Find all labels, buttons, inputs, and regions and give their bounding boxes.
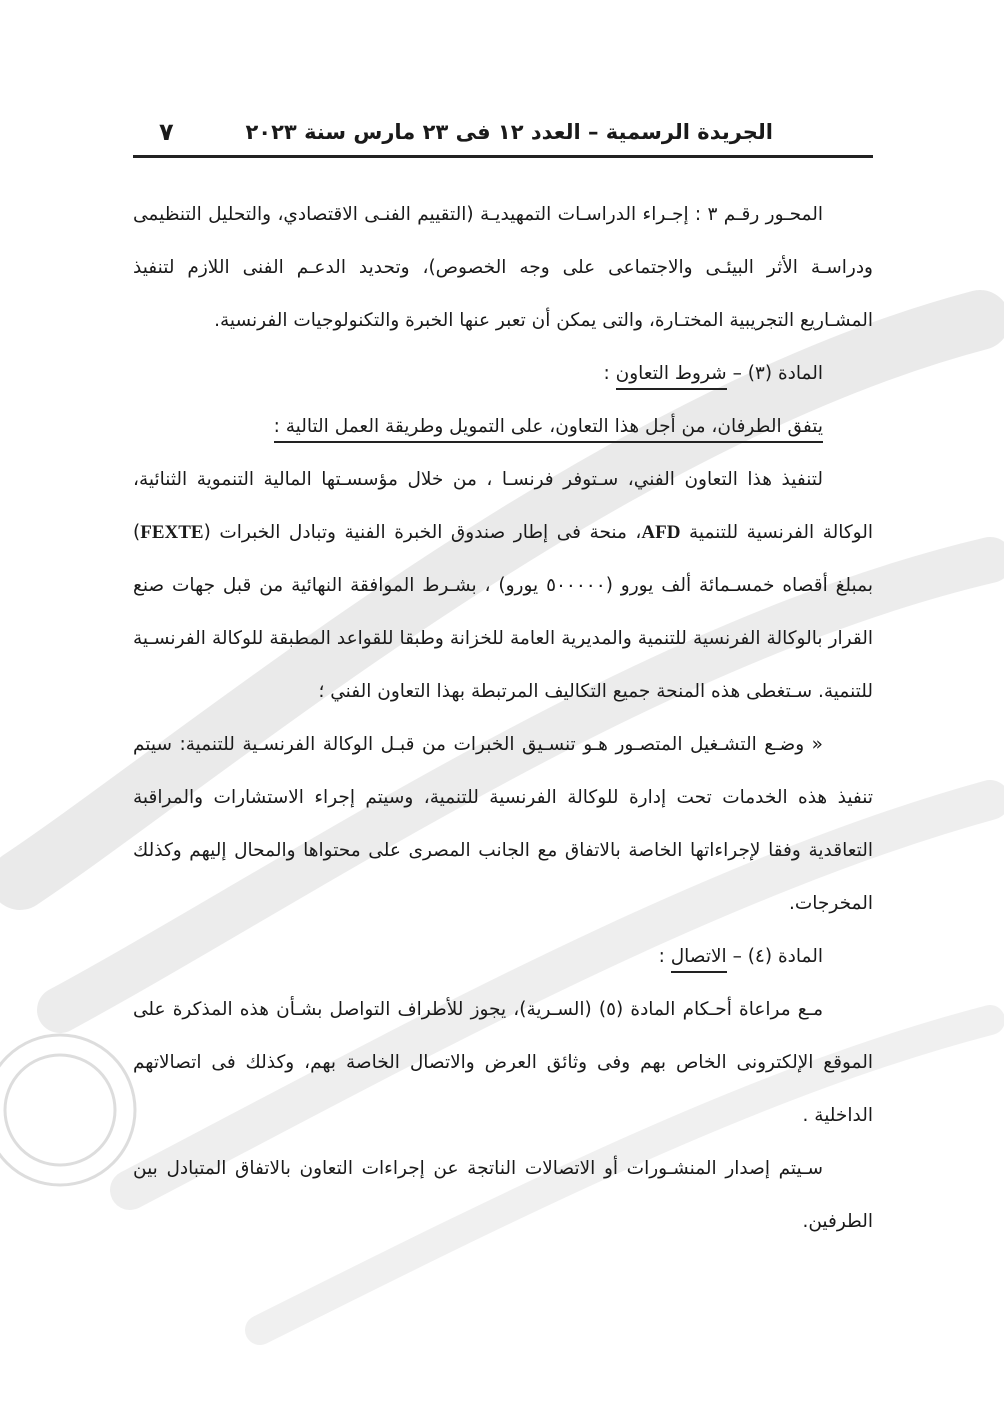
header-title: الجريدة الرسمية – العدد ١٢ فى ٢٣ مارس سنة ٢٠٢٣ — [245, 120, 773, 144]
fexte-acronym: FEXTE — [140, 522, 204, 543]
paragraph-publications: سـيتم إصدار المنشـورات أو الاتصالات الناتجة عن إجراءات التعاون بالاتفاق المتبادل بين الطرفين. — [133, 1158, 873, 1232]
funding-text-1: لتنفيذ هذا التعاون الفني، سـتوفر فرنسـا ، من خلال مؤسسـتها المالية التنموية الثنائية، الوكالة الفرنسية للتنمية — [133, 469, 874, 543]
article-4-title: الاتصال — [671, 946, 727, 973]
page-number: ٧ — [159, 118, 174, 146]
article-4-prefix: المادة (٤) – — [726, 946, 823, 967]
article-4-heading — [133, 930, 873, 983]
page-header — [133, 112, 873, 152]
article-3-prefix: المادة (٣) – — [726, 363, 823, 384]
paragraph-communication: مـع مراعاة أحـكام المادة (٥) (السـرية)، يجوز للأطراف التواصل بشـأن هذه المذكرة على الموقع الإلكترونى الخاص بهم وفى وثائق العرض والاتصال الخاصة بهم، وكذلك فى اتصالاتهم الداخلية . — [133, 999, 873, 1126]
article-3-heading — [133, 347, 873, 400]
paragraph-operation: « وضـع التشـغيل المتصـور هـو تنسـيق الخبرات من قبـل الوكالة الفرنسـية للتنمية: سيتم تنفيذ هذه الخدمات تحت إدارة للوكالة الفرنسية للتنمية، وسيتم إجراء الاستشارات والمراقبة التعاقدية وفقا لإجراءاتها الخاصة بالاتفاق مع الجانب المصرى على محتواها والمحال إليهم وكذلك المخرجات. — [133, 734, 873, 914]
article-4-suffix: : — [658, 946, 671, 967]
gazette-page — [133, 0, 873, 1417]
article-3-suffix: : — [603, 363, 616, 384]
article-3-intro — [133, 400, 873, 453]
paragraph-funding — [133, 453, 873, 718]
paragraph-axis-3: المحـور رقـم ٣ : إجـراء الدراسـات التمهيديـة (التقييم الفنـى الاقتصادي، والتحليل التنظيمى ودراسـة الأثر البيئـى والاجتماعى على وجه الخصوص)، وتحديد الدعـم الفنى اللازم لتنفيذ المشـاريع التجريبية المختـارة، والتى يمكن أن تعبر عنها الخبرة والتكنولوجيات الفرنسية. — [133, 204, 873, 331]
funding-text-2: ، منحة فى إطار صندوق الخبرة الفنية وتبادل الخبرات ( — [203, 522, 642, 543]
document-body — [133, 188, 873, 1248]
afd-acronym: AFD — [641, 522, 681, 543]
article-3-intro-text: يتفق الطرفان، من أجل هذا التعاون، على التمويل وطريقة العمل التالية : — [274, 416, 823, 443]
funding-text-3: ) بمبلغ أقصاه خمسـمائة ألف يورو (٥٠٠٠٠٠ يورو) ، بشـرط الموافقة النهائية من قبل جهات صنع القرار بالوكالة الفرنسية للتنمية والمديرية العامة للخزانة وطبقا للقواعد المطبقة للوكالة الفرنسـية للتنمية. سـتغطى هذه المنحة جميع التكاليف المرتبطة بهذا التعاون الفني ؛ — [133, 522, 873, 702]
header-divider — [133, 155, 873, 158]
article-3-title: شروط التعاون — [616, 363, 727, 390]
